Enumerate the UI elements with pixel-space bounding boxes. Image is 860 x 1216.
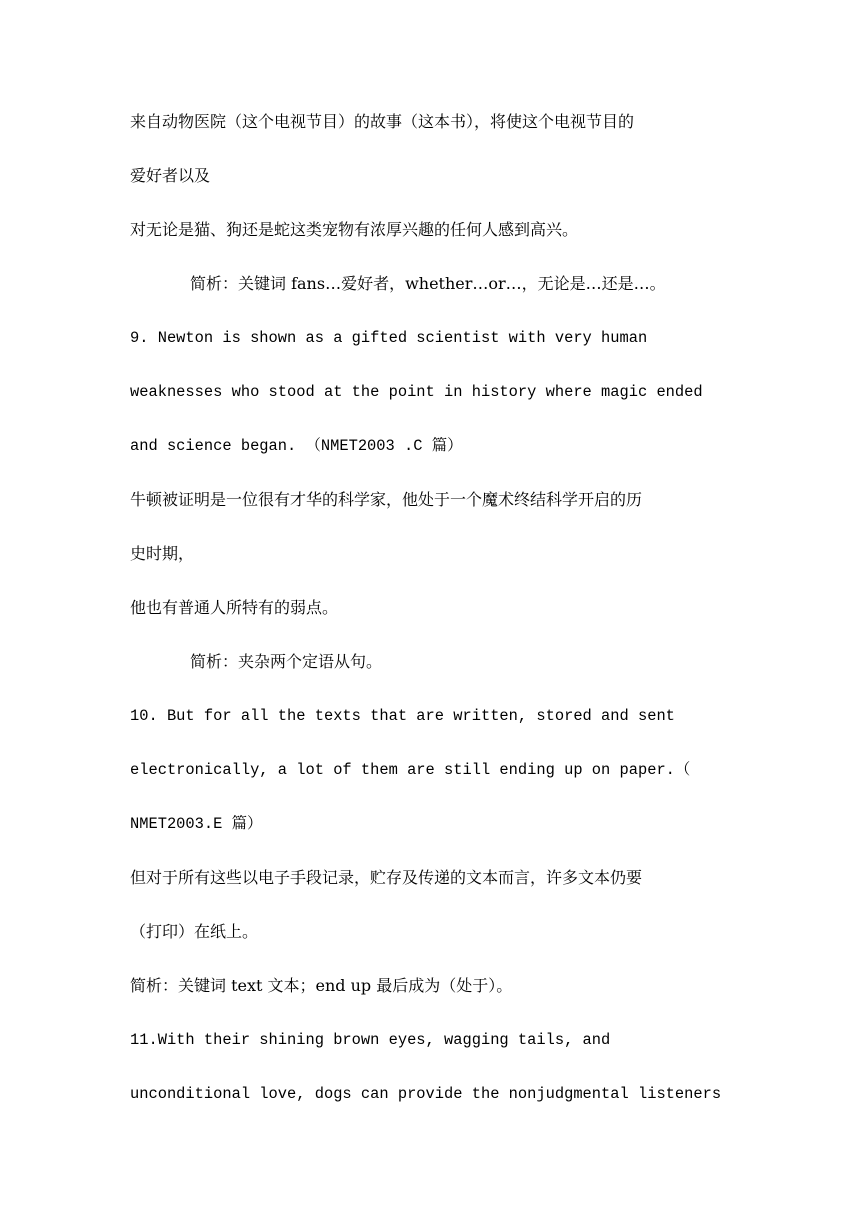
sentence-9-line: weaknesses who stood at the point in history where magic ended bbox=[130, 383, 703, 401]
analysis-line: 简析：夹杂两个定语从句。 bbox=[190, 652, 383, 671]
sentence-9-line: 9. Newton is shown as a gifted scientist with very human bbox=[130, 329, 648, 347]
sentence-11-line: 11.With their shining brown eyes, wagging tails, and bbox=[130, 1031, 611, 1049]
sentence-9-line: and science began. （NMET2003 .C 篇） bbox=[130, 437, 463, 455]
analysis-line: 简析：关键词 text 文本；end up 最后成为（处于）。 bbox=[130, 976, 513, 995]
translation-line: 他也有普通人所特有的弱点。 bbox=[130, 598, 339, 617]
text-line: 来自动物医院（这个电视节目）的故事（这本书），将使这个电视节目的 bbox=[130, 112, 635, 131]
text-line: 对无论是猫、狗还是蛇这类宠物有浓厚兴趣的任何人感到高兴。 bbox=[130, 220, 579, 239]
sentence-10-line: 10. But for all the texts that are written, stored and sent bbox=[130, 707, 675, 725]
text-line: 爱好者以及 bbox=[130, 166, 211, 185]
analysis-line: 简析：关键词 fans…爱好者，whether…or…，无论是…还是…。 bbox=[190, 274, 666, 293]
translation-line: （打印）在纸上。 bbox=[130, 922, 259, 941]
sentence-10-line: NMET2003.E 篇） bbox=[130, 815, 263, 833]
translation-line: 史时期， bbox=[130, 544, 195, 563]
translation-line: 牛顿被证明是一位很有才华的科学家，他处于一个魔术终结科学开启的历 bbox=[130, 490, 643, 509]
translation-line: 但对于所有这些以电子手段记录，贮存及传递的文本而言，许多文本仍要 bbox=[130, 868, 643, 887]
sentence-10-line: electronically, a lot of them are still ending up on paper.（ bbox=[130, 761, 691, 779]
sentence-11-line: unconditional love, dogs can provide the nonjudgmental listeners bbox=[130, 1085, 722, 1103]
